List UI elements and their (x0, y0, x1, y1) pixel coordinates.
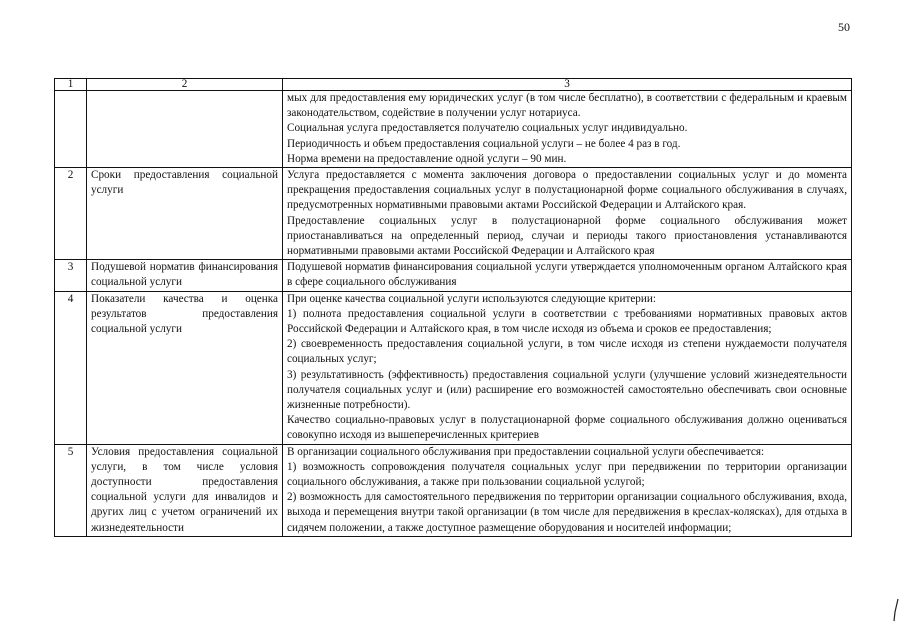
row-number: 4 (55, 291, 87, 444)
row-number: 2 (55, 168, 87, 260)
paragraph: Норма времени на предоставление одной услуги – 90 мин. (287, 152, 567, 165)
header-col-2: 2 (87, 79, 283, 91)
row-name: Показатели качества и оценка результатов предоставления социальной услуги (87, 291, 283, 444)
paragraph: 1) полнота предоставления социальной услуги в соответствии с требованиями нормативных правовых актов Российской Федерации и Алтайского края, в том числе исходя из объема и сроков ее предоставления; (287, 307, 847, 336)
row-number (55, 91, 87, 168)
table-row (55, 91, 852, 168)
table-header-row (55, 79, 852, 91)
paragraph: При оценке качества социальной услуги используются следующие критерии: (287, 292, 656, 305)
paragraph: мых для предоставления ему юридических услуг (в том числе бесплатно), в соответствии с федеральным и краевым законодательством, содействие в получении услуг нотариуса. (287, 92, 847, 120)
row-description (283, 444, 852, 536)
row-number: 5 (55, 444, 87, 536)
row-name: Подушевой норматив финансирования социальной услуги (87, 260, 283, 291)
paragraph: 2) своевременность предоставления социальной услуги, в том числе исходя из степени нуждаемости получателя социальных услуг; (287, 338, 847, 366)
header-col-1: 1 (55, 79, 87, 91)
pen-mark (893, 598, 899, 622)
table-row (55, 168, 852, 260)
paragraph: Услуга предоставляется с момента заключения договора о предоставлении социальных услуг и до момента прекращения предоставления социальных услуг в полустационарной форме социального обслуживания в случаях, предусмотренных нормативными правовыми актами Российской Федерации и Алтайского края. (287, 169, 847, 212)
paragraph: Периодичность и объем предоставления социальной услуги – не более 4 раз в год. (287, 137, 681, 150)
paragraph: Предоставление социальных услуг в полустационарной форме социального обслуживания может приостанавливаться на определенный период, случаи и периоды такого приостановления устанавливаются нормативными правовыми актами Российской Федерации и Алтайского края (287, 214, 847, 258)
paragraph: В организации социального обслуживания при предоставлении социальной услуги обеспечивается: (287, 445, 765, 458)
paragraph: Подушевой норматив финансирования социальной услуги утверждается уполномоченным органом Алтайского края в сфере социального обслуживания (287, 261, 847, 289)
row-description (283, 260, 852, 291)
header-col-3: 3 (283, 79, 852, 91)
row-name: Условия предоставления социальной услуги, в том числе условия доступности предоставления социальной услуги для инвалидов и других лиц с учетом ограничений их жизнедеятельности (87, 444, 283, 536)
services-table (54, 78, 852, 537)
paragraph: 1) возможность сопровождения получателя социальных услуг при передвижении по территории организации социального обслуживания, а также при пользовании социальной услугой; (287, 460, 847, 489)
row-name: Сроки предоставления социальной услуги (87, 168, 283, 260)
row-description (283, 91, 852, 168)
paragraph: 2) возможность для самостоятельного передвижения по территории организации социального обслуживания, входа, выхода и перемещения внутри такой организации (в том числе для передвижения в креслах-колясках), для отдыха в сидячем положении, а также доступное размещение оборудования и носителей информации; (287, 491, 847, 534)
paragraph: Качество социально-правовых услуг в полустационарной форме социального обслуживания должно оцениваться совокупно исходя из вышеперечисленных критериев (287, 414, 847, 442)
page-number: 50 (838, 20, 850, 34)
table-row (55, 291, 852, 444)
paragraph: 3) результативность (эффективность) предоставления социальной услуги (улучшение условий жизнедеятельности получателя социальных услуг и (или) расширение его возможностей самостоятельно обеспечивать свои основные жизненные потребности). (287, 368, 847, 412)
row-description (283, 291, 852, 444)
table-row (55, 444, 852, 536)
row-description (283, 168, 852, 260)
row-number: 3 (55, 260, 87, 291)
row-name (87, 91, 283, 168)
paragraph: Социальная услуга предоставляется получателю социальных услуг индивидуально. (287, 122, 688, 135)
table-row (55, 260, 852, 291)
